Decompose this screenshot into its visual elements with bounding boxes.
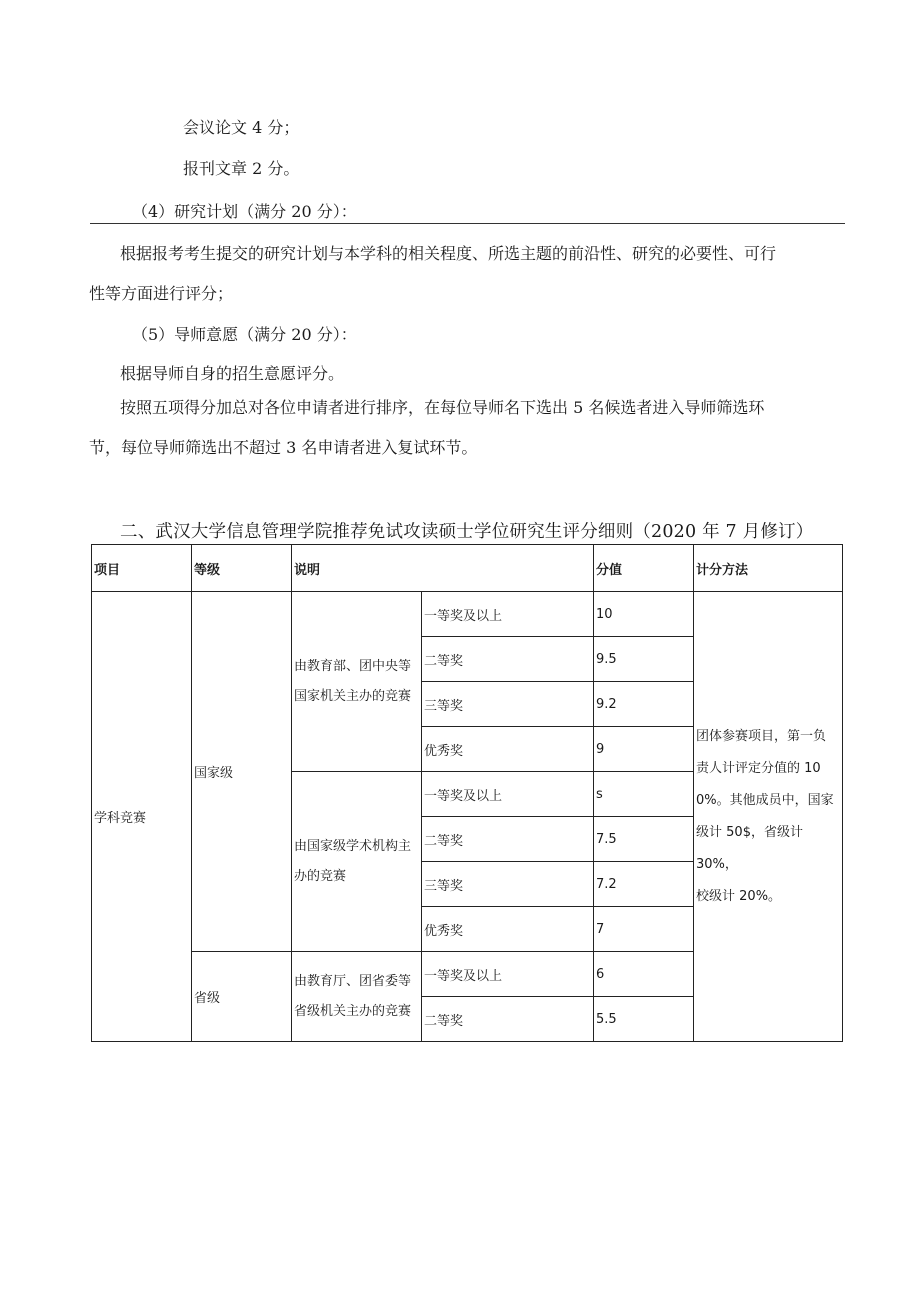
method-line: 0%。其他成员中，国家 bbox=[696, 792, 834, 808]
score-cell: 10 bbox=[594, 592, 694, 637]
description-moe-line2: 国家机关主办的竞赛 bbox=[294, 688, 412, 704]
method-line: 校级计 20%。 bbox=[696, 888, 782, 904]
score-cell: 5.5 bbox=[594, 997, 694, 1042]
description-provincial-cell bbox=[292, 952, 422, 1042]
description-provincial-line1: 由教育厅、团省委等 bbox=[294, 973, 412, 989]
score-cell: 7 bbox=[594, 907, 694, 952]
method-line: 团体参赛项目，第一负 bbox=[696, 728, 827, 744]
award-cell: 一等奖及以上 bbox=[422, 592, 594, 637]
method-line: 责人计评定分值的 10 bbox=[696, 760, 821, 776]
description-academic-line1: 由国家级学术机构主 bbox=[294, 838, 412, 854]
award-cell: 一等奖及以上 bbox=[422, 952, 594, 997]
header-item: 项目 bbox=[92, 545, 192, 592]
award-cell: 优秀奖 bbox=[422, 727, 594, 772]
description-moe-line1: 由教育部、团中央等 bbox=[294, 658, 412, 674]
header-score: 分值 bbox=[594, 545, 694, 592]
level-provincial-cell: 省级 bbox=[192, 952, 292, 1042]
award-cell: 二等奖 bbox=[422, 817, 594, 862]
header-description: 说明 bbox=[292, 545, 594, 592]
method-line: 级计 50$，省级计 30%， bbox=[696, 824, 803, 872]
method-cell bbox=[694, 592, 843, 1042]
description-moe-cell bbox=[292, 592, 422, 772]
description-provincial-line2: 省级机关主办的竞赛 bbox=[294, 1003, 412, 1019]
score-cell: 7.2 bbox=[594, 862, 694, 907]
award-cell: 三等奖 bbox=[422, 682, 594, 727]
score-cell: 9.5 bbox=[594, 637, 694, 682]
award-cell: 优秀奖 bbox=[422, 907, 594, 952]
scoring-table bbox=[91, 544, 843, 1042]
item4-body-line2: 性等方面进行评分； bbox=[89, 284, 234, 303]
item5-body: 根据导师自身的招生意愿评分。 bbox=[120, 364, 345, 383]
score-cell: s bbox=[594, 772, 694, 817]
paragraph-conference-paper: 会议论文 4 分； bbox=[183, 118, 300, 137]
paragraph-newspaper-article: 报刊文章 2 分。 bbox=[183, 159, 300, 178]
score-cell: 6 bbox=[594, 952, 694, 997]
item4-body-line1: 根据报考考生提交的研究计划与本学科的相关程度、所选主题的前沿性、研究的必要性、可行 bbox=[120, 244, 777, 263]
header-method: 计分方法 bbox=[694, 545, 843, 592]
score-cell: 7.5 bbox=[594, 817, 694, 862]
item4-title: （4）研究计划（满分 20 分）： bbox=[132, 202, 357, 221]
section-heading: 二、武汉大学信息管理学院推荐免试攻读硕士学位研究生评分细则（2020 年 7 月修订） bbox=[120, 522, 814, 542]
header-level: 等级 bbox=[192, 545, 292, 592]
table-row bbox=[92, 592, 843, 637]
award-cell: 一等奖及以上 bbox=[422, 772, 594, 817]
table-header-row bbox=[92, 545, 843, 592]
award-cell: 二等奖 bbox=[422, 997, 594, 1042]
description-academic-line2: 办的竞赛 bbox=[294, 868, 347, 884]
score-cell: 9.2 bbox=[594, 682, 694, 727]
horizontal-rule bbox=[90, 223, 845, 224]
ranking-line1: 按照五项得分加总对各位申请者进行排序，在每位导师名下选出 5 名候选者进入导师筛选环 bbox=[120, 398, 765, 417]
award-cell: 二等奖 bbox=[422, 637, 594, 682]
score-cell: 9 bbox=[594, 727, 694, 772]
level-national-cell: 国家级 bbox=[192, 592, 292, 952]
item5-title: （5）导师意愿（满分 20 分）： bbox=[132, 325, 357, 344]
ranking-line2: 节，每位导师筛选出不超过 3 名申请者进入复试环节。 bbox=[89, 438, 478, 457]
description-academic-cell bbox=[292, 772, 422, 952]
award-cell: 三等奖 bbox=[422, 862, 594, 907]
item-name-cell: 学科竞赛 bbox=[92, 592, 192, 1042]
